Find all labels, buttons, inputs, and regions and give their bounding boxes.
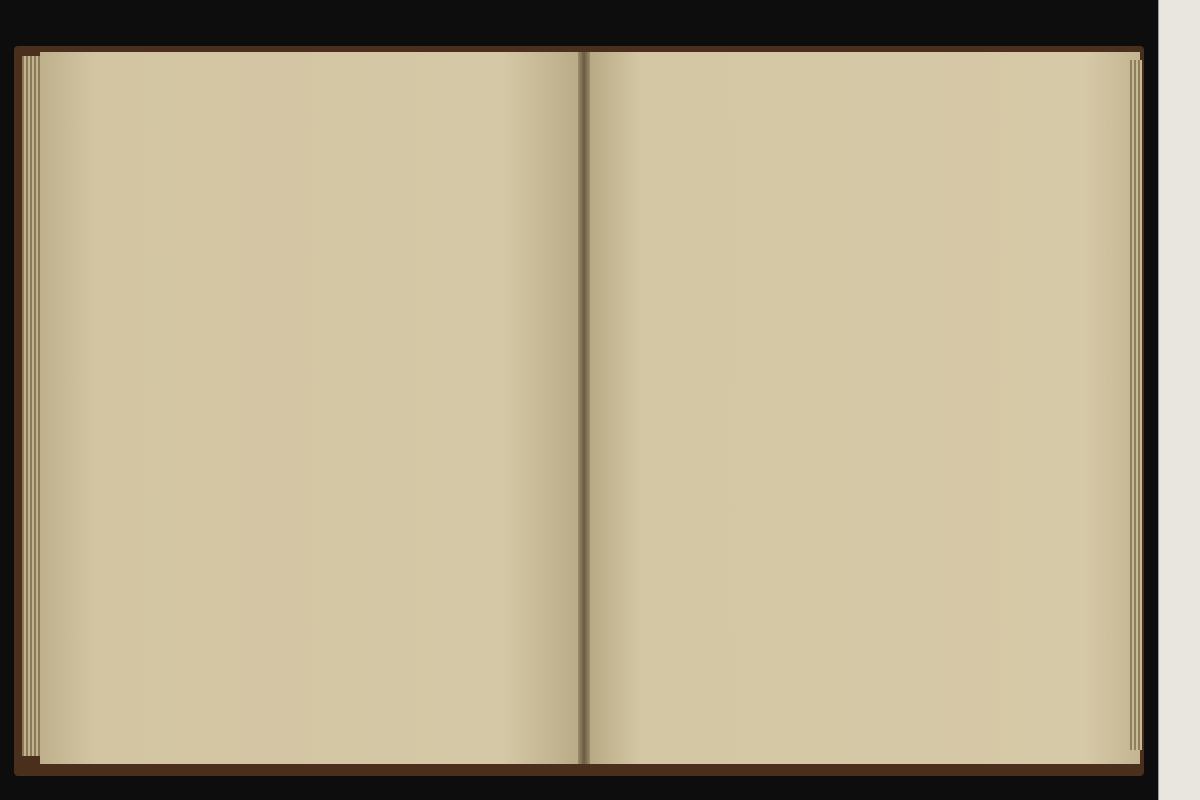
- page-edges-left: [22, 56, 42, 756]
- measuring-ruler: [1158, 0, 1200, 800]
- page-edges-right: [1128, 60, 1142, 750]
- left-page: [40, 52, 583, 764]
- right-page: [585, 52, 1140, 764]
- book-gutter: [578, 52, 590, 764]
